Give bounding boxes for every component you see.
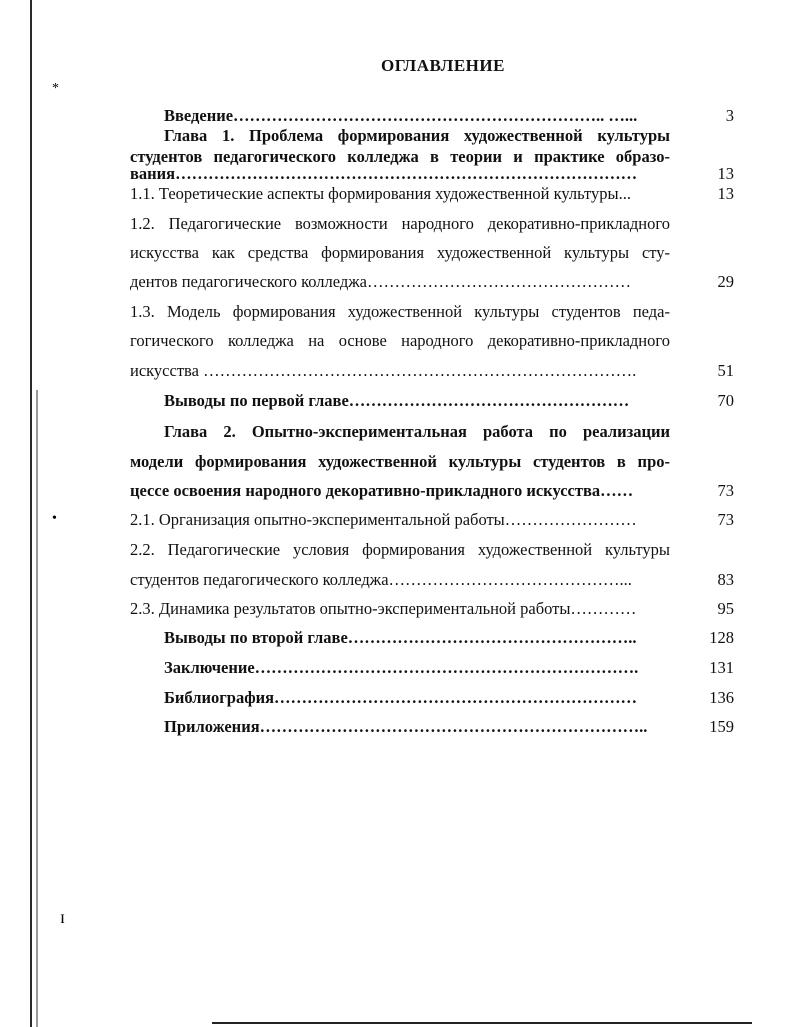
- toc-entry-chapter1-line1[interactable]: Глава 1. Проблема формирования художественной культуры: [164, 126, 670, 145]
- toc-page-number: 136: [709, 688, 734, 707]
- toc-entry-chapter1-line2[interactable]: студентов педагогического колледжа в теории и практике образо-: [130, 147, 670, 166]
- toc-page-number: 131: [709, 658, 734, 677]
- toc-entry-section-1-1[interactable]: 1.1. Теоретические аспекты формирования художественной культуры...: [130, 184, 631, 203]
- toc-page-number: 83: [717, 570, 734, 589]
- toc-page-number: 128: [709, 628, 734, 647]
- scan-speck: *: [52, 81, 59, 96]
- page-title: ОГЛАВЛЕНИЕ: [381, 56, 505, 75]
- toc-entry-section-2-2-line2[interactable]: студентов педагогического колледжа……………………………………...: [130, 570, 632, 589]
- toc-page-number: 29: [717, 272, 734, 291]
- toc-page-number: 13: [717, 164, 734, 183]
- toc-page-number: 95: [717, 599, 734, 618]
- toc-entry-conclusion[interactable]: Заключение…………………………………………………………….: [164, 658, 639, 677]
- toc-entry-chapter2-line1[interactable]: Глава 2. Опытно-экспериментальная работа по реализации: [164, 422, 670, 441]
- toc-page-number: 70: [717, 391, 734, 410]
- toc-entry-section-2-1[interactable]: 2.1. Организация опытно-экспериментальной работы……………………: [130, 510, 637, 529]
- toc-entry-chapter2-line3[interactable]: цессе освоения народного декоративно-прикладного искусства……: [130, 481, 634, 500]
- toc-entry-section-1-2-line3[interactable]: дентов педагогического колледжа…………………………………………: [130, 272, 631, 291]
- toc-entry-section-1-3-line3[interactable]: искусства …………………………………………………………………….: [130, 361, 637, 380]
- toc-page-number: 13: [717, 184, 734, 203]
- toc-entry-chapter2-line2[interactable]: модели формирования художественной культуры студентов в про-: [130, 452, 670, 471]
- toc-page-number: 73: [717, 510, 734, 529]
- toc-entry-section-1-2-line1[interactable]: 1.2. Педагогические возможности народного декоративно-прикладного: [130, 214, 670, 233]
- toc-page-number: 159: [709, 717, 734, 736]
- scan-speck: •: [52, 511, 57, 526]
- toc-entry-section-1-3-line1[interactable]: 1.3. Модель формирования художественной культуры студентов педа-: [130, 302, 670, 321]
- toc-entry-conclusions-ch2[interactable]: Выводы по второй главе……………………………………………..: [164, 628, 637, 647]
- toc-entry-intro[interactable]: Введение………………………………………………………….. …...: [164, 106, 638, 125]
- scan-speck: ɪ: [60, 907, 66, 927]
- toc-page-number: 51: [717, 361, 734, 380]
- toc-entry-bibliography[interactable]: Библиография…………………………………………………………: [164, 688, 638, 707]
- toc-entry-chapter1-line3[interactable]: вания…………………………………………………………………………: [130, 164, 638, 183]
- toc-entry-appendices[interactable]: Приложения……………………………………………………………..: [164, 717, 648, 736]
- toc-entry-section-1-2-line2[interactable]: искусства как средства формирования художественной культуры сту-: [130, 243, 670, 262]
- toc-entry-section-2-2-line1[interactable]: 2.2. Педагогические условия формирования художественной культуры: [130, 540, 670, 559]
- toc-page-number: 3: [725, 106, 734, 125]
- toc-page-number: 73: [717, 481, 734, 500]
- toc-entry-section-2-3[interactable]: 2.3. Динамика результатов опытно-экспериментальной работы…………: [130, 599, 637, 618]
- toc-entry-section-1-3-line2[interactable]: гогического колледжа на основе народного декоративно-прикладного: [130, 331, 670, 350]
- toc-entry-conclusions-ch1[interactable]: Выводы по первой главе……………………………………………: [164, 391, 630, 410]
